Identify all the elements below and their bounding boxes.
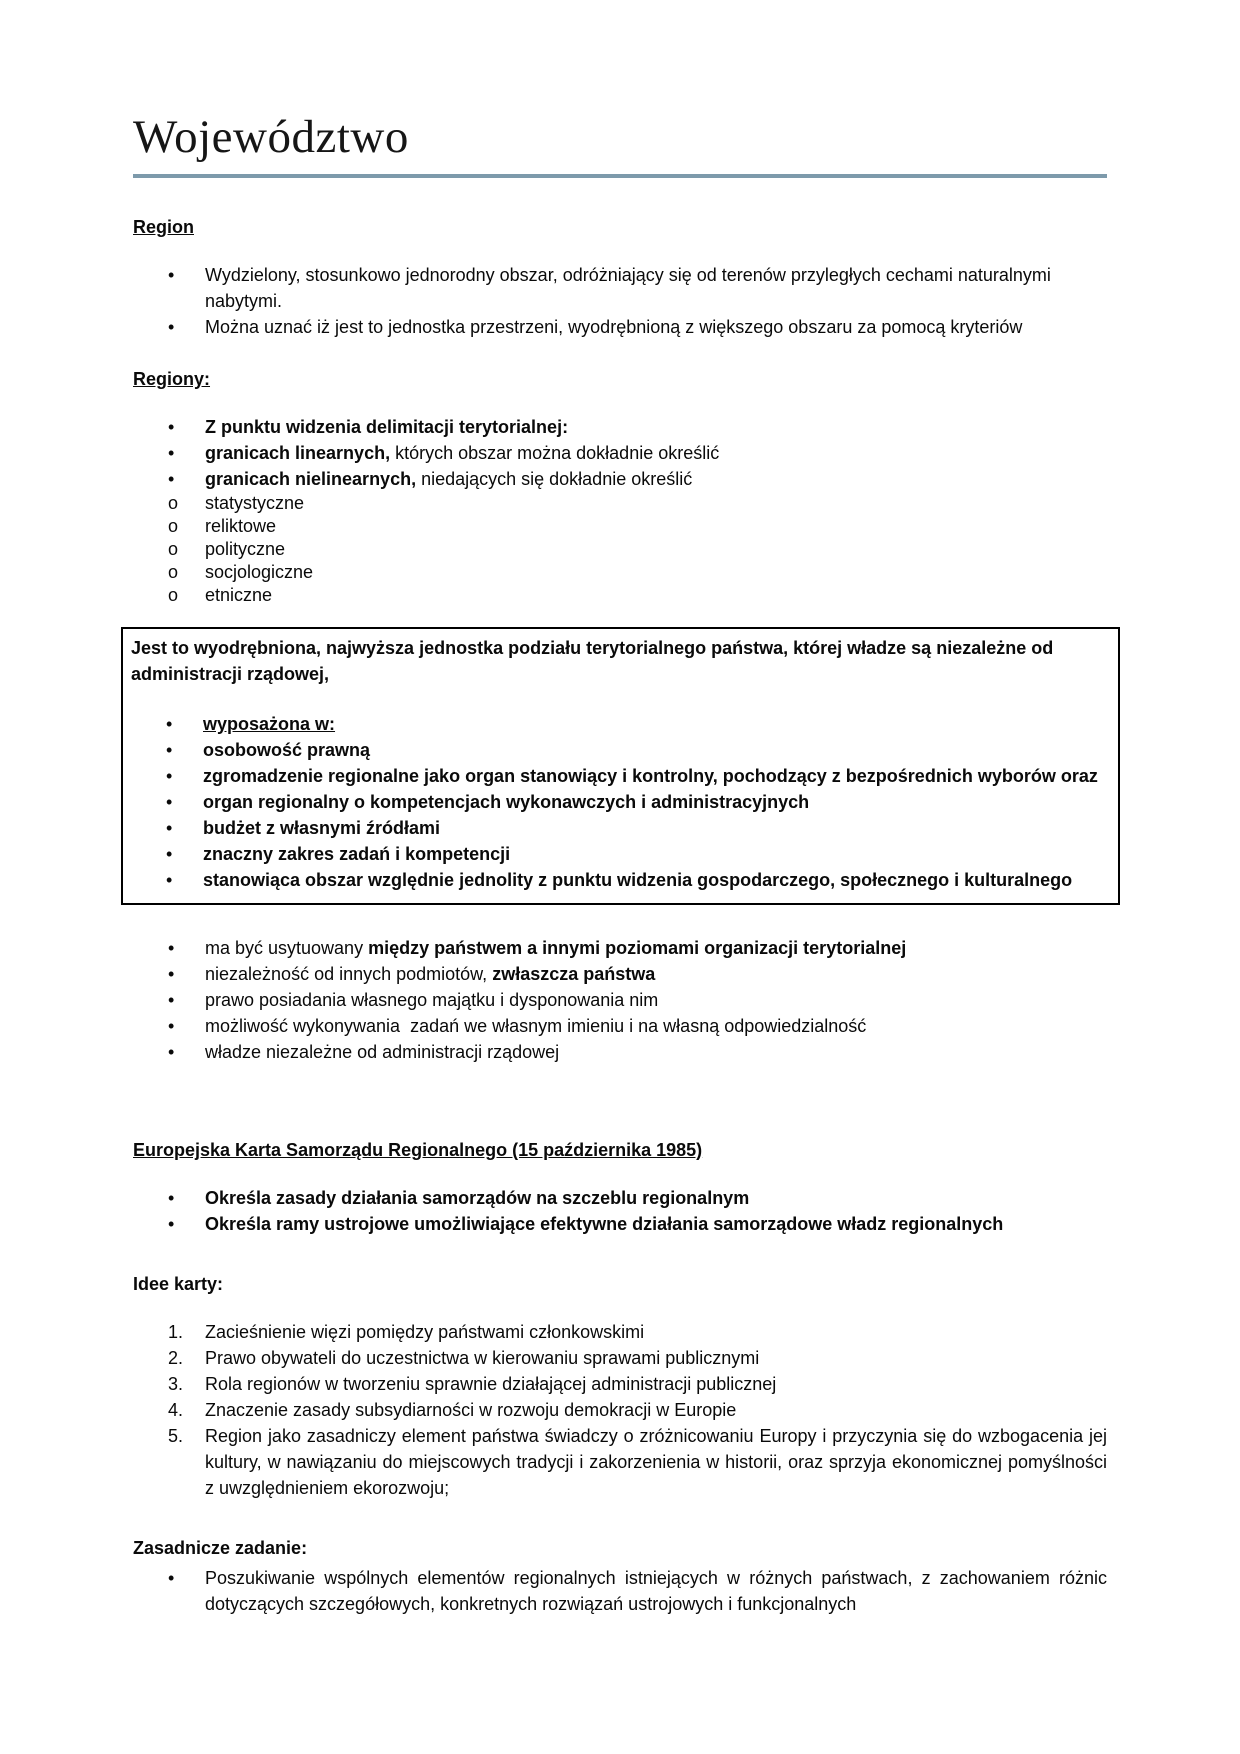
section-heading-regiony: Regiony: [133,369,211,389]
item-number: 3. [168,1374,184,1394]
bullet-icon: • [168,990,175,1010]
list-item-text: Określa ramy ustrojowe umożliwiające efektywne działania samorządowe władz regionalnych [205,1214,1004,1234]
list-item [133,584,1107,607]
list-item [133,1185,1107,1211]
list-item-text: Znaczenie zasady subsydiarności w rozwoju demokracji w Europie [205,1400,737,1420]
item-number: 5. [168,1426,184,1446]
bullet-icon: • [166,714,173,734]
circle-icon: o [168,539,179,559]
list-item [133,314,1107,340]
list-item [133,961,1107,987]
bullet-icon: • [166,766,173,786]
bullet-icon: • [166,792,173,812]
list-item-text: etniczne [205,585,273,605]
numbered-item [133,1371,1107,1397]
bullet-icon: • [166,870,173,890]
bullet-icon: • [168,1568,175,1588]
list-item-text: statystyczne [205,493,305,513]
list-item-text: wyposażona w: [203,714,336,734]
list-item [131,711,1108,737]
numbered-item [133,1319,1107,1345]
list-item-text: Wydzielony, stosunkowo jednorodny obszar, odróżniający się od terenów przyległych cechami naturalnymi nabytymi. [205,265,1056,311]
list-item [133,515,1107,538]
list-item-text: Z punktu widzenia delimitacji terytorialnej: [205,417,569,437]
list-item-text: reliktowe [205,516,277,536]
bullet-icon: • [168,1214,175,1234]
bullet-icon: • [166,844,173,864]
list-item-text: granicach linearnych, których obszar można dokładnie określić [205,443,720,463]
circle-icon: o [168,562,179,582]
list-item-text: Prawo obywateli do uczestnictwa w kierowaniu sprawami publicznymi [205,1348,760,1368]
list-item-text: stanowiąca obszar względnie jednolity z punktu widzenia gospodarczego, społecznego i kulturalnego [203,870,1073,890]
list-item-text: Poszukiwanie wspólnych elementów regionalnych istniejących w różnych państwach, z zachowaniem różnic dotyczących szczegółowych, konkretnych rozwiązań ustrojowych i funkcjonalnych [205,1568,1113,1614]
bullet-icon: • [168,417,175,437]
numbered-item [133,1397,1107,1423]
list-item [133,1211,1107,1237]
list-item-text: budżet z własnymi źródłami [203,818,441,838]
bullet-icon: • [168,1016,175,1036]
bullet-icon: • [168,1188,175,1208]
list-item [133,440,1107,466]
definition-intro: Jest to wyodrębniona, najwyższa jednostka podziału terytorialnego państwa, której władze są niezależne od administracji rządowej, [131,638,1054,684]
list-item [133,1565,1113,1617]
circle-icon: o [168,585,179,605]
list-item [133,414,1107,440]
circle-icon: o [168,493,179,513]
list-item-text: władze niezależne od administracji rządowej [205,1042,560,1062]
list-item-text: zgromadzenie regionalne jako organ stanowiący i kontrolny, pochodzący z bezpośrednich wyborów oraz [203,766,1098,786]
list-item [133,492,1107,515]
list-item-text: Określa zasady działania samorządów na szczeblu regionalnym [205,1188,750,1208]
bullet-icon: • [168,317,175,337]
list-item-text: polityczne [205,539,286,559]
list-item-text: prawo posiadania własnego majątku i dysponowania nim [205,990,659,1010]
list-item-text: znaczny zakres zadań i kompetencji [203,844,511,864]
list-item [131,737,1108,763]
list-item-text: Można uznać iż jest to jednostka przestrzeni, wyodrębnioną z większego obszaru za pomocą kryteriów [205,317,1023,337]
section-heading-region: Region [133,217,194,237]
bullet-icon: • [168,469,175,489]
title-divider [133,174,1107,178]
list-item-text: niezależność od innych podmiotów, zwłaszcza państwa [205,964,656,984]
list-item-text: socjologiczne [205,562,314,582]
definition-box [121,627,1120,905]
list-item [131,815,1108,841]
item-number: 2. [168,1348,184,1368]
list-item-text: Region jako zasadniczy element państwa świadczy o zróżnicowaniu Europy i przyczynia się do wzbogacenia jej kultury, w nawiązaniu do miejscowych tradycji i zakorzenienia w historii, oraz sprzyja ekonomicznej pomyślności z uwzględnieniem ekorozwoju; [205,1426,1113,1498]
bullet-icon: • [166,740,173,760]
numbered-item [133,1423,1113,1501]
list-item-text: Rola regionów w tworzeniu sprawnie działającej administracji publicznej [205,1374,777,1394]
list-item-text: ma być usytuowany między państwem a innymi poziomami organizacji terytorialnej [205,938,907,958]
section-heading-idee: Idee karty: [133,1274,224,1294]
numbered-item [133,1345,1107,1371]
list-item [133,466,1107,492]
list-item [133,1013,1107,1039]
list-item [131,763,1108,789]
bullet-icon: • [168,443,175,463]
section-heading-zadanie: Zasadnicze zadanie: [133,1538,308,1558]
list-item [133,1039,1107,1065]
item-number: 4. [168,1400,184,1420]
list-item [131,789,1108,815]
list-item-text: Zacieśnienie więzi pomiędzy państwami członkowskimi [205,1322,645,1342]
circle-icon: o [168,516,179,536]
list-item-text: możliwość wykonywania zadań we własnym imieniu i na własną odpowiedzialność [205,1016,867,1036]
list-item [131,841,1108,867]
page-title: Województwo [133,111,409,163]
item-number: 1. [168,1322,184,1342]
list-item [133,561,1107,584]
bullet-icon: • [168,938,175,958]
bullet-icon: • [168,1042,175,1062]
list-item [131,867,1108,893]
bullet-icon: • [168,964,175,984]
list-item [133,538,1107,561]
list-item-text: granicach nielinearnych, niedających się dokładnie określić [205,469,693,489]
list-item [133,262,1107,314]
list-item-text: osobowość prawną [203,740,371,760]
list-item [133,987,1107,1013]
spacer [133,1065,1107,1111]
section-heading-karta: Europejska Karta Samorządu Regionalnego (15 października 1985) [133,1140,703,1160]
list-item [133,935,1107,961]
bullet-icon: • [168,265,175,285]
list-item-text: organ regionalny o kompetencjach wykonawczych i administracyjnych [203,792,810,812]
bullet-icon: • [166,818,173,838]
